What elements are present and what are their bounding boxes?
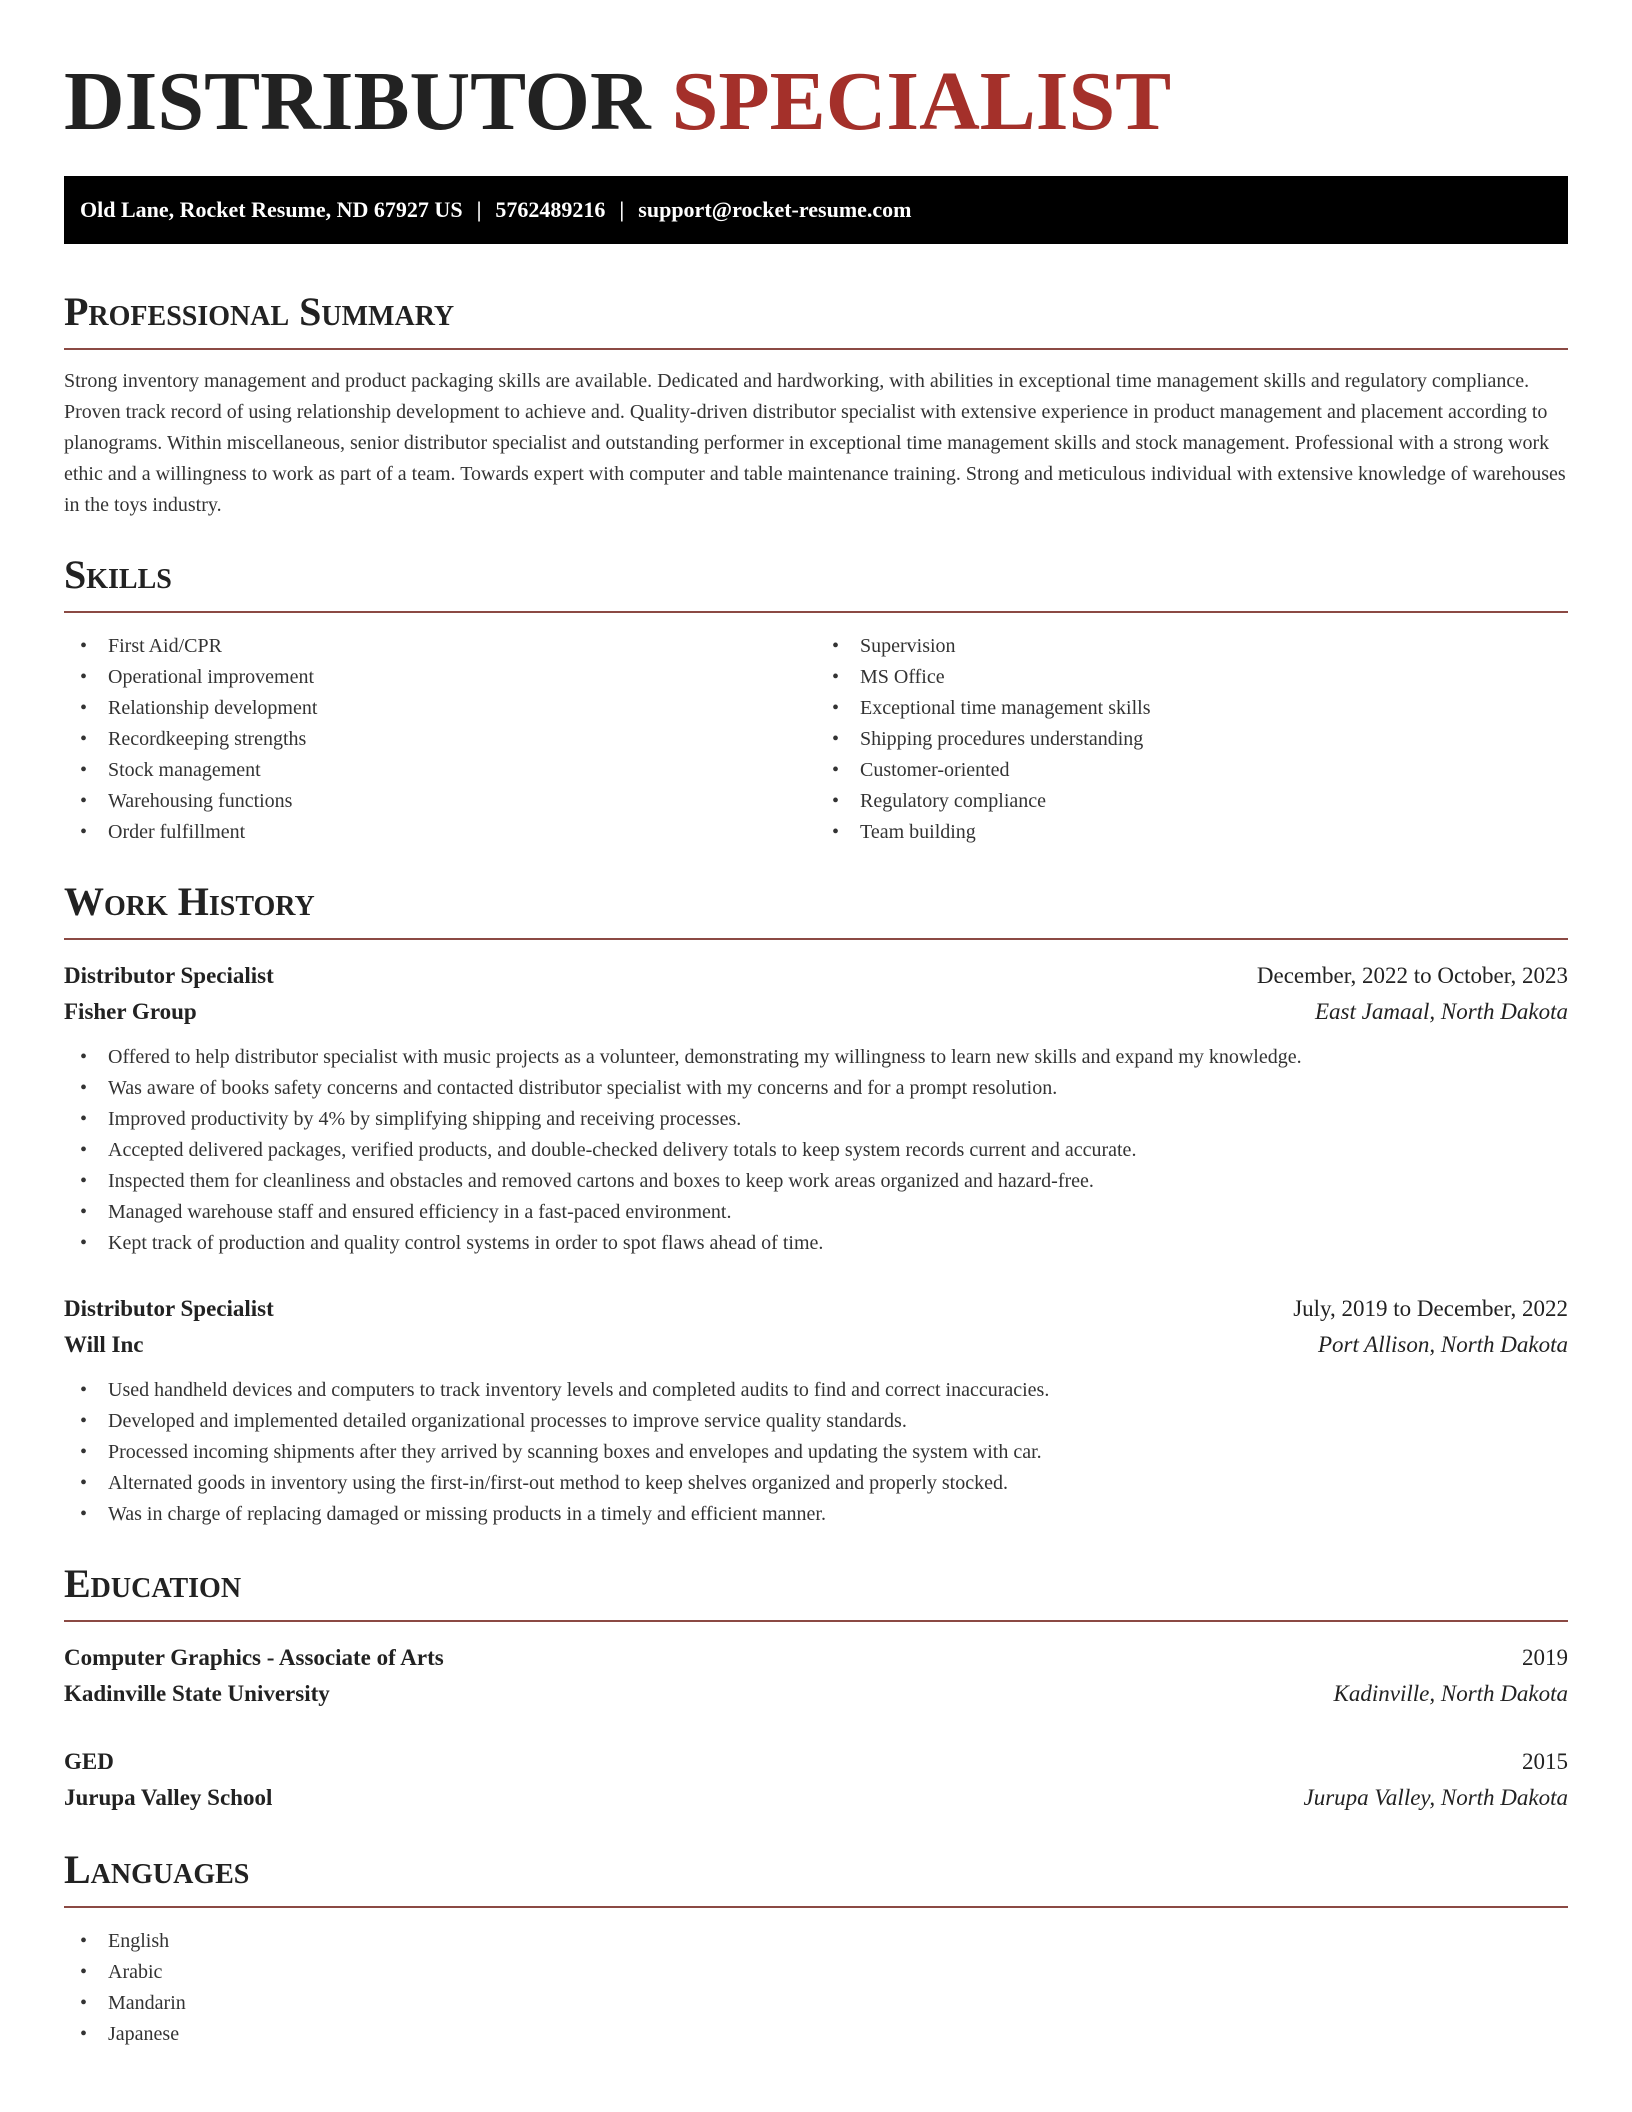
education-school-row <box>64 1780 1568 1816</box>
skill-item: • Supervision <box>816 631 1568 662</box>
job-bullet: • Accepted delivered packages, verified products, and double-checked delivery totals to keep system records current and accurate. <box>64 1135 1568 1166</box>
skill-item: • Operational improvement <box>64 662 816 693</box>
skill-item: • Warehousing functions <box>64 786 816 817</box>
education-degree-row <box>64 1640 1568 1676</box>
section-divider <box>64 1620 1568 1622</box>
job-bullet: • Managed warehouse staff and ensured efficiency in a fast-paced environment. <box>64 1197 1568 1228</box>
job-bullet: • Developed and implemented detailed organizational processes to improve service quality standards. <box>64 1406 1568 1437</box>
skills-heading: Skills <box>64 552 172 597</box>
job-company: Will Inc <box>64 1332 144 1357</box>
language-item: • Japanese <box>64 2019 1568 2050</box>
education-year: 2015 <box>1522 1749 1568 1774</box>
job-bullet: • Was in charge of replacing damaged or missing products in a timely and efficient manner. <box>64 1499 1568 1530</box>
contact-bar <box>64 176 1568 244</box>
skill-item: • Exceptional time management skills <box>816 693 1568 724</box>
job-title: Distributor Specialist <box>64 1296 274 1321</box>
languages-section <box>64 1846 1568 2050</box>
skill-item: • First Aid/CPR <box>64 631 816 662</box>
job-bullet: • Inspected them for cleanliness and obstacles and removed cartons and boxes to keep work areas organized and hazard-free. <box>64 1166 1568 1197</box>
job-entry <box>64 1291 1568 1530</box>
job-dates: July, 2019 to December, 2022 <box>1293 1296 1568 1321</box>
job-bullets <box>64 1042 1568 1259</box>
name-first: DISTRIBUTOR <box>64 55 651 148</box>
education-school-row <box>64 1676 1568 1712</box>
skill-item: • Relationship development <box>64 693 816 724</box>
summary-text: Strong inventory management and product packaging skills are available. Dedicated and hardworking, with abilities in exceptional time management skills and regulatory compliance. Proven track record of using relationship development to achieve and. Quality-driven distributor specialist with extensive experience in product management and placement according to planograms. Within miscellaneous, senior distributor specialist and outstanding performer in exceptional time management skills and stock management. Professional with a strong work ethic and a willingness to work as part of a team. Towards expert with computer and table maintenance training. Strong and meticulous individual with extensive knowledge of warehouses in the toys industry. <box>64 370 1566 516</box>
skills-section <box>64 551 1568 848</box>
job-bullet: • Was aware of books safety concerns and contacted distributor specialist with my concerns and for a prompt resolution. <box>64 1073 1568 1104</box>
education-section <box>64 1560 1568 1816</box>
skill-item: • Order fulfillment <box>64 817 816 848</box>
job-bullet: • Used handheld devices and computers to track inventory levels and completed audits to find and correct inaccuracies. <box>64 1375 1568 1406</box>
language-item: • English <box>64 1926 1568 1957</box>
job-dates: December, 2022 to October, 2023 <box>1256 963 1568 988</box>
languages-heading: Languages <box>64 1847 250 1892</box>
job-header-row <box>64 958 1568 994</box>
contact-separator: | <box>476 197 482 222</box>
education-heading: Education <box>64 1561 242 1606</box>
section-divider <box>64 348 1568 350</box>
section-divider <box>64 938 1568 940</box>
summary-section <box>64 288 1568 521</box>
section-divider <box>64 611 1568 613</box>
education-location: Jurupa Valley, North Dakota <box>1303 1785 1568 1810</box>
candidate-name <box>64 52 1568 152</box>
skills-columns <box>64 631 1568 848</box>
education-school: Kadinville State University <box>64 1681 330 1706</box>
skill-item: • Shipping procedures understanding <box>816 724 1568 755</box>
work-history-heading: Work History <box>64 879 315 924</box>
skill-item: • Customer-oriented <box>816 755 1568 786</box>
name-last: SPECIALIST <box>671 55 1172 148</box>
education-entry <box>64 1640 1568 1712</box>
education-degree: Computer Graphics - Associate of Arts <box>64 1645 444 1670</box>
education-school: Jurupa Valley School <box>64 1785 273 1810</box>
job-title: Distributor Specialist <box>64 963 274 988</box>
skill-item: • MS Office <box>816 662 1568 693</box>
job-bullet: • Offered to help distributor specialist with music projects as a volunteer, demonstrating my willingness to learn new skills and expand my knowledge. <box>64 1042 1568 1073</box>
job-bullet: • Processed incoming shipments after they arrived by scanning boxes and envelopes and updating the system with car. <box>64 1437 1568 1468</box>
education-degree: GED <box>64 1749 114 1774</box>
contact-separator: | <box>619 197 625 222</box>
job-bullets <box>64 1375 1568 1530</box>
languages-list <box>64 1926 1568 2050</box>
language-item: • Mandarin <box>64 1988 1568 2019</box>
job-company-row <box>64 994 1568 1030</box>
summary-heading: Professional Summary <box>64 289 455 334</box>
job-entry <box>64 958 1568 1259</box>
contact-email[interactable]: support@rocket-resume.com <box>638 197 912 222</box>
contact-phone: 5762489216 <box>495 197 606 222</box>
education-year: 2019 <box>1522 1645 1568 1670</box>
education-location: Kadinville, North Dakota <box>1333 1681 1568 1706</box>
skill-item: • Stock management <box>64 755 816 786</box>
job-company: Fisher Group <box>64 999 197 1024</box>
job-bullet: • Kept track of production and quality control systems in order to spot flaws ahead of time. <box>64 1228 1568 1259</box>
job-header-row <box>64 1291 1568 1327</box>
job-bullet: • Alternated goods in inventory using the first-in/first-out method to keep shelves organized and properly stocked. <box>64 1468 1568 1499</box>
section-divider <box>64 1906 1568 1908</box>
education-entry <box>64 1744 1568 1816</box>
contact-address: Old Lane, Rocket Resume, ND 67927 US <box>80 197 463 222</box>
skill-item: • Regulatory compliance <box>816 786 1568 817</box>
skill-item: • Team building <box>816 817 1568 848</box>
skills-list-left <box>64 631 816 848</box>
job-location: Port Allison, North Dakota <box>1317 1332 1568 1357</box>
skill-item: • Recordkeeping strengths <box>64 724 816 755</box>
education-degree-row <box>64 1744 1568 1780</box>
job-location: East Jamaal, North Dakota <box>1315 999 1568 1024</box>
job-company-row <box>64 1327 1568 1363</box>
skills-list-right <box>816 631 1568 848</box>
work-history-section <box>64 878 1568 1530</box>
language-item: • Arabic <box>64 1957 1568 1988</box>
job-bullet: • Improved productivity by 4% by simplifying shipping and receiving processes. <box>64 1104 1568 1135</box>
